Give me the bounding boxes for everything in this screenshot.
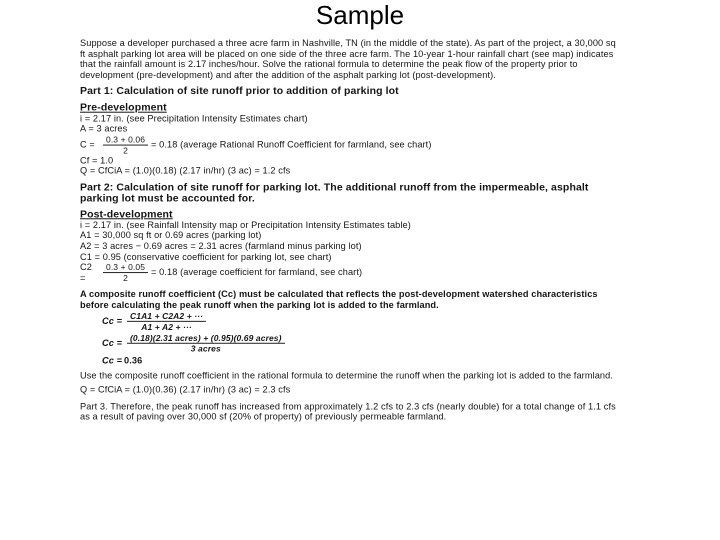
part2-line-4: C1 = 0.95 (conservative coefficient for parking lot, see chart) xyxy=(80,251,332,262)
cc2-numerator: (0.18)(2.31 acres) + (0.95)(0.69 acres) xyxy=(127,333,285,344)
composite-equations xyxy=(80,310,620,368)
document-body xyxy=(80,38,620,536)
part1-q-line: Q = CfCiA = (1.0)(0.18) (2.17 in/hr) (3 ac) = 1.2 cfs xyxy=(80,165,291,176)
cc-numerator: C1A1 + C2A2 + ··· xyxy=(127,311,206,322)
part1-heading: Part 1: Calculation of site runoff prior to addition of parking lot xyxy=(80,85,399,98)
c2-denominator: 2 xyxy=(123,273,128,284)
part1-intensity-line: i = 2.17 in. (see Precipitation Intensity Estimates chart) xyxy=(80,113,308,124)
cc2-denominator: 3 acres xyxy=(190,343,221,354)
part2-heading: Part 2: Calculation of site runoff for parking lot. The additional runoff from the impermeable, asphalt parking lot must be accounted for. xyxy=(80,181,589,204)
composite-intro: A composite runoff coefficient (Cc) must be calculated that reflects the post-development watershed characteristics before calculating the peak runoff when the parking lot is added to the farmland. xyxy=(80,289,598,310)
slide-title: Sample xyxy=(315,0,405,30)
c2-result: = 0.18 (average coefficient for farmland, see chart) xyxy=(151,267,363,278)
c-denominator: 2 xyxy=(123,145,128,156)
part2-q-line: Q = CfCiA = (1.0)(0.36) (2.17 in/hr) (3 ac) = 2.3 cfs xyxy=(80,384,291,395)
part2-line-2: A1 = 30,000 sq ft or 0.69 acres (parking lot) xyxy=(80,230,262,241)
part3-paragraph: Part 3. Therefore, the peak runoff has increased from approximately 1.2 cfs to 2.3 cfs (nearly double) for a total change of 1.1 cfs as a result of paving over 30,000 sf (20% of property) of previously permeable farmland. xyxy=(80,401,616,422)
cc-label: Cc = xyxy=(102,316,123,327)
cc-formula xyxy=(102,310,620,332)
cc3-label: Cc = xyxy=(102,355,123,366)
part2-line-1: i = 2.17 in. (see Rainfall Intensity map or Precipitation Intensity Estimates table) xyxy=(80,219,411,230)
c-numerator: 0.3 + 0.06 xyxy=(103,134,148,145)
pre-development-subheading: Pre-development xyxy=(80,101,167,114)
c2-numerator: 0.3 + 0.05 xyxy=(103,262,148,273)
c2-fraction xyxy=(103,262,148,283)
part2-c2-equation xyxy=(80,262,620,283)
cc2-label: Cc = xyxy=(102,337,123,348)
cc-result xyxy=(102,354,620,368)
part1-cf-line: Cf = 1.0 xyxy=(80,155,114,166)
cc-fraction xyxy=(127,311,206,332)
c-fraction xyxy=(103,134,148,155)
part1-c-equation xyxy=(80,134,620,155)
c-result: = 0.18 (average Rational Runoff Coefficient for farmland, see chart) xyxy=(151,139,432,150)
part1-area-line: A = 3 acres xyxy=(80,123,128,134)
cc-denominator: A1 + A2 + ··· xyxy=(141,321,192,332)
part2-line-3: A2 = 3 acres − 0.69 acres = 2.31 acres (farmland minus parking lot) xyxy=(80,241,362,252)
c-label: C = xyxy=(80,139,95,150)
intro-paragraph: Suppose a developer purchased a three acre farm in Nashville, TN (in the middle of the state). As part of the project, a 30,000 sq ft asphalt parking lot area will be placed on one side of the three acre farm. The 10-year 1-hour rainfall chart (see map) indicates that the rainfall amount is 2.17 inches/hour. Solve the rational formula to determine the peak flow of the property prior to development (pre-development) and after the addition of the asphalt parking lot (post-development). xyxy=(80,38,616,80)
cc2-fraction xyxy=(127,333,285,354)
cc-substitution xyxy=(102,332,620,354)
c2-label: C2 = xyxy=(80,262,92,283)
post-development-subheading: Post-development xyxy=(80,208,173,221)
use-composite-text: Use the composite runoff coefficient in the rational formula to determine the runoff when the parking lot is added to the farmland. xyxy=(80,371,614,382)
cc3-value: 0.36 xyxy=(124,355,143,366)
